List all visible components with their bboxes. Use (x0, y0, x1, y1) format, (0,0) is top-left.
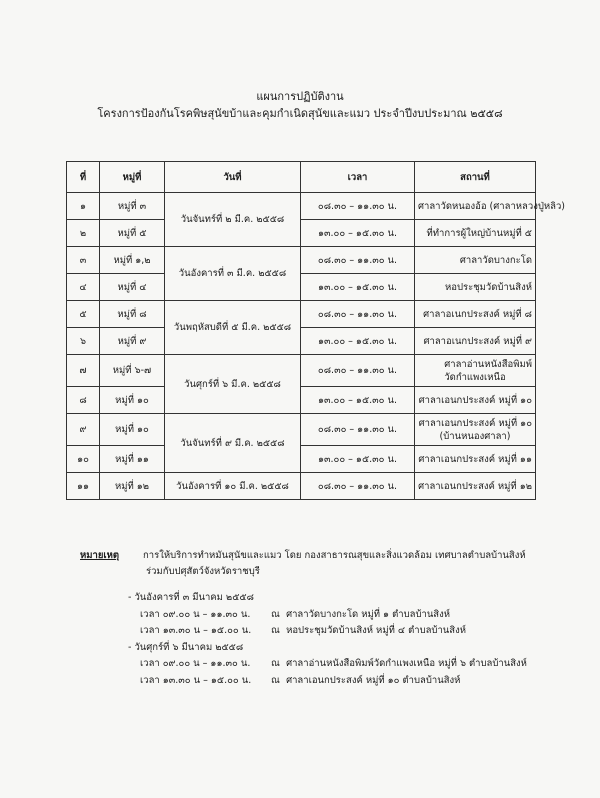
table-row (67, 328, 536, 355)
header-no: ที่ (67, 162, 100, 193)
session-day: - วันอังคารที่ ๓ มีนาคม ๒๕๕๘ (128, 592, 254, 603)
cell-no: ๕ (67, 301, 100, 328)
cell-time: ๐๘.๓๐ – ๑๑.๓๐ น. (301, 247, 415, 274)
session-time: เวลา ๐๙.๐๐ น – ๑๑.๓๐ น. (140, 608, 251, 620)
cell-moo: หมู่ที่ ๕ (100, 220, 165, 247)
cell-time: ๐๘.๓๐ – ๑๑.๓๐ น. (301, 301, 415, 328)
session-place: ศาลาเอนกประสงค์ หมู่ที่ ๑๐ ตำบลบ้านสิงห์ (286, 674, 461, 686)
cell-place-line2: วัดกำแพงเหนือ (444, 371, 506, 383)
cell-time: ๐๘.๓๐ – ๑๑.๓๐ น. (301, 355, 415, 387)
session-time: เวลา ๑๓.๓๐ น – ๑๕.๐๐ น. (140, 674, 252, 686)
cell-no: ๑ (67, 193, 100, 220)
table-row (67, 193, 536, 220)
cell-time: ๑๓.๐๐ – ๑๕.๓๐ น. (301, 446, 415, 473)
session-place: ศาลาวัดบางกะโด หมู่ที่ ๑ ตำบลบ้านสิงห์ (286, 608, 451, 620)
cell-time: ๐๘.๓๐ – ๑๑.๓๐ น. (301, 414, 415, 446)
header-time: เวลา (301, 162, 415, 193)
cell-moo: หมู่ที่ ๑๐ (100, 387, 165, 414)
cell-moo: หมู่ที่ ๑๐ (100, 414, 165, 446)
cell-place (415, 355, 536, 387)
cell-moo: หมู่ที่ ๘ (100, 301, 165, 328)
cell-moo: หมู่ที่ ๑๒ (100, 473, 165, 500)
session-day: - วันศุกร์ที่ ๖ มีนาคม ๒๕๕๘ (128, 641, 244, 653)
session-at: ณ (271, 674, 280, 686)
session-entry (128, 673, 588, 690)
cell-time: ๑๓.๐๐ – ๑๕.๓๐ น. (301, 220, 415, 247)
session-time: เวลา ๑๓.๓๐ น – ๑๕.๐๐ น. (140, 625, 252, 636)
schedule-table (66, 161, 565, 500)
cell-date: วันอังคารที่ ๓ มี.ค. ๒๕๕๘ (165, 247, 301, 301)
table-row (67, 274, 536, 301)
document-subtitle: โครงการป้องกันโรคพิษสุนัขบ้าและคุมกำเนิดสุนัขและแมว ประจำปีงบประมาณ ๒๕๕๘ (97, 107, 503, 120)
remark-label: หมายเหตุ (80, 550, 120, 561)
cell-date: วันพฤหัสบดีที่ ๕ มี.ค. ๒๕๕๘ (165, 301, 301, 355)
table-row (67, 247, 536, 274)
table-row (67, 473, 536, 500)
header-date: วันที่ (165, 162, 301, 193)
cell-time: ๐๘.๓๐ – ๑๑.๓๐ น. (301, 473, 415, 500)
cell-moo: หมู่ที่ ๑๑ (100, 446, 165, 473)
cell-place: ศาลาอเนกประสงค์ หมู่ที่ ๘ (415, 301, 536, 328)
table-row (67, 414, 536, 446)
remark-text-2: ร่วมกับปศุสัตว์จังหวัดราชบุรี (146, 566, 260, 577)
session-at: ณ (271, 658, 280, 669)
table-row (67, 387, 536, 414)
sterilization-sessions (128, 590, 588, 689)
session-at: ณ (271, 608, 280, 620)
cell-moo: หมู่ที่ ๓ (100, 193, 165, 220)
table-row (67, 301, 536, 328)
cell-place: ศาลาเอนกประสงค์ หมู่ที่ ๑๒ (415, 473, 536, 500)
cell-no: ๑๑ (67, 473, 100, 500)
cell-moo: หมู่ที่ ๔ (100, 274, 165, 301)
cell-no: ๑๐ (67, 446, 100, 473)
cell-moo: หมู่ที่ ๖-๗ (100, 355, 165, 387)
header-moo: หมู่ที่ (100, 162, 165, 193)
session-time: เวลา ๐๙.๐๐ น – ๑๑.๓๐ น. (140, 658, 251, 669)
cell-no: ๔ (67, 274, 100, 301)
cell-place: ศาลาเอนกประสงค์ หมู่ที่ ๑๑ (415, 446, 536, 473)
cell-place: ศาลาเอนกประสงค์ หมู่ที่ ๑๐ (415, 387, 536, 414)
cell-date: วันจันทร์ที่ ๙ มี.ค. ๒๕๕๘ (165, 414, 301, 473)
cell-place: หอประชุมวัดบ้านสิงห์ (415, 274, 536, 301)
cell-moo: หมู่ที่ ๑,๒ (100, 247, 165, 274)
remark-text-1: การให้บริการทำหมันสุนัขและแมว โดย กองสาธารณสุขและสิ่งแวดล้อม เทศบาลตำบลบ้านสิงห์ (143, 550, 526, 561)
cell-no: ๒ (67, 220, 100, 247)
cell-no: ๓ (67, 247, 100, 274)
session-entry (128, 607, 588, 624)
cell-date: วันศุกร์ที่ ๖ มี.ค. ๒๕๕๘ (165, 355, 301, 414)
session-place: ศาลาอ่านหนังสือพิมพ์วัดกำแพงเหนือ หมู่ที่ ๖ ตำบลบ้านสิงห์ (286, 658, 527, 669)
cell-place: ที่ทำการผู้ใหญ่บ้านหมู่ที่ ๕ (415, 220, 536, 247)
cell-no: ๘ (67, 387, 100, 414)
cell-date: วันจันทร์ที่ ๒ มี.ค. ๒๕๕๘ (165, 193, 301, 247)
cell-place-line2: (บ้านหนองศาลา) (439, 430, 511, 442)
cell-place (415, 414, 536, 446)
cell-time: ๑๓.๐๐ – ๑๕.๓๐ น. (301, 328, 415, 355)
header-place: สถานที่ (415, 162, 536, 193)
session-entry (128, 656, 588, 673)
table-row (67, 446, 536, 473)
cell-no: ๗ (67, 355, 100, 387)
session-at: ณ (271, 625, 280, 636)
cell-no: ๖ (67, 328, 100, 355)
cell-place: ศาลาวัดบางกะโด (415, 247, 536, 274)
cell-date: วันอังคารที่ ๑๐ มี.ค. ๒๕๕๘ (165, 473, 301, 500)
cell-place: ศาลาวัดหนองอ้อ (ศาลาหลวงปู่หลิว) (415, 193, 536, 220)
document-title: แผนการปฏิบัติงาน (256, 90, 344, 103)
session-entry (128, 623, 588, 640)
cell-no: ๙ (67, 414, 100, 446)
table-row (67, 220, 536, 247)
cell-place-line1: ศาลาอ่านหนังสือพิมพ์ (444, 358, 532, 370)
cell-time: ๐๘.๓๐ – ๑๑.๓๐ น. (301, 193, 415, 220)
table-row (67, 355, 536, 387)
cell-place-line1: ศาลาเอนกประสงค์ หมู่ที่ ๑๐ (418, 417, 532, 429)
table-header-row (67, 162, 536, 193)
cell-moo: หมู่ที่ ๙ (100, 328, 165, 355)
session-place: หอประชุมวัดบ้านสิงห์ หมู่ที่ ๔ ตำบลบ้านสิงห์ (286, 625, 466, 636)
cell-time: ๑๓.๐๐ – ๑๕.๓๐ น. (301, 387, 415, 414)
cell-time: ๑๓.๐๐ – ๑๕.๓๐ น. (301, 274, 415, 301)
remark-section (80, 548, 580, 580)
cell-place: ศาลาอเนกประสงค์ หมู่ที่ ๙ (415, 328, 536, 355)
remark-line-1 (80, 548, 580, 564)
